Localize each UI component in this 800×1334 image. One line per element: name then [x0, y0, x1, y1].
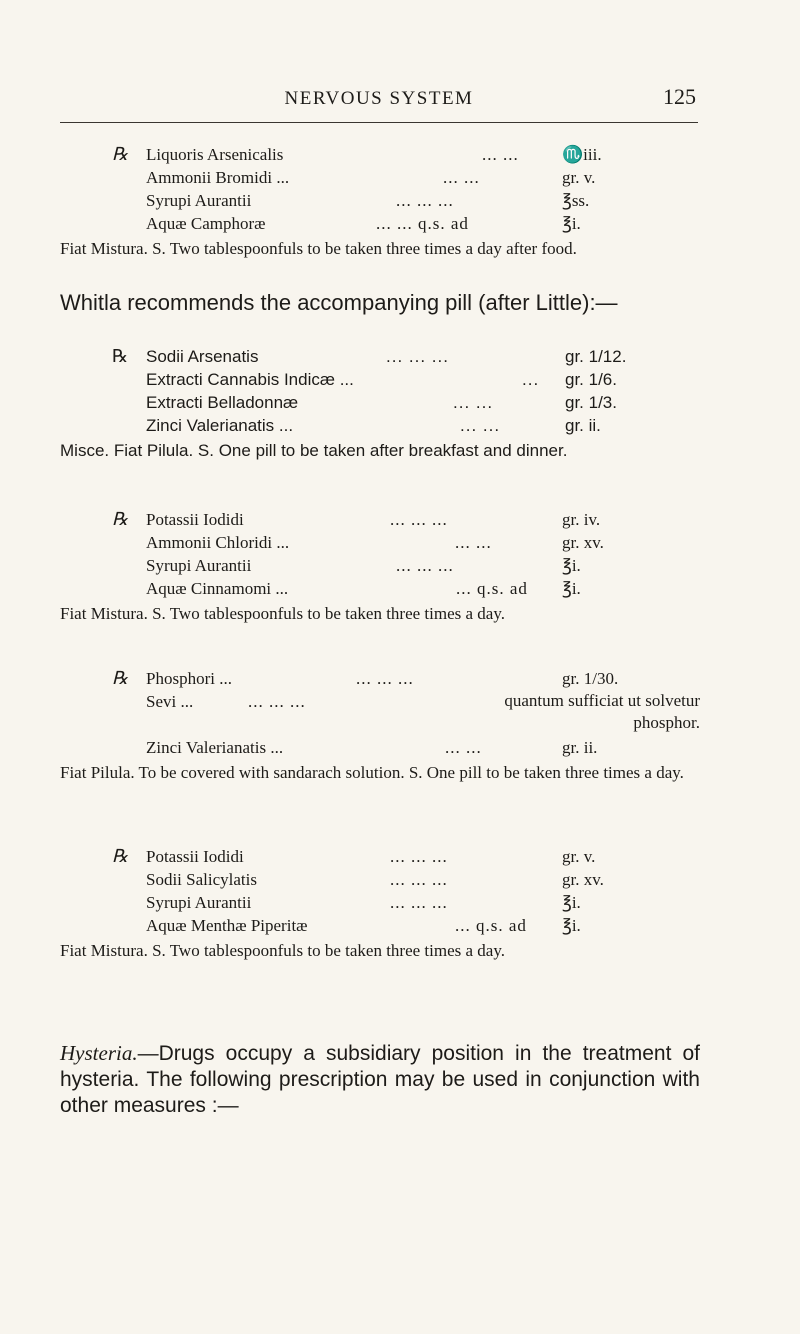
leader-dots: ... ... ... [390, 893, 448, 912]
ingredient-row [60, 868, 700, 891]
leader-dots: ... ... ... [396, 191, 454, 210]
ingredient-name: Sodii Arsenatis [146, 347, 259, 366]
prescription-5 [60, 845, 700, 962]
ingredient-dose: gr. v. [562, 168, 596, 187]
recipe-symbol: ℞ [112, 509, 129, 529]
ingredient-dose: gr. ii. [562, 738, 598, 757]
ingredient-row [60, 554, 700, 577]
leader-dots: ... ... [445, 738, 482, 757]
ingredient-dose: ♏iii. [562, 145, 602, 164]
ingredient-row [60, 189, 700, 212]
ingredient-name: Aquæ Menthæ Piperitæ [146, 916, 308, 935]
ingredient-name: Sevi ... [146, 692, 194, 711]
prescription-directions: Fiat Mistura. S. Two tablespoonfuls to be taken three times a day after food. [60, 239, 577, 258]
ingredient-row [60, 845, 700, 868]
ingredient-dose: ℥i. [562, 579, 581, 598]
leader-dots: ... [522, 370, 540, 389]
leader-dots: ... ... [443, 168, 480, 187]
leader-dots: ... ... ... [386, 347, 449, 366]
leader-dots: ... q.s. ad [455, 916, 527, 935]
page-header [60, 82, 698, 123]
ingredient-row [60, 690, 700, 736]
ingredient-name: Syrupi Aurantii [146, 893, 252, 912]
ingredient-name: Potassii Iodidi [146, 510, 244, 529]
prescription-directions: Fiat Mistura. S. Two tablespoonfuls to be taken three times a day. [60, 941, 505, 960]
leader-dots: ... ... [453, 393, 494, 412]
ingredient-row [60, 508, 700, 531]
recipe-symbol: ℞ [112, 668, 129, 688]
ingredient-name: Ammonii Chloridi ... [146, 533, 290, 552]
ingredient-dose: ℥i. [562, 916, 581, 935]
prescription-2 [60, 345, 700, 462]
leader-dots: ... ... [460, 416, 501, 435]
ingredient-dose: gr. 1/3. [565, 393, 617, 412]
ingredient-dose: gr. xv. [562, 533, 604, 552]
recipe-symbol: ℞ [112, 144, 129, 164]
prescription-directions: Misce. Fiat Pilula. S. One pill to be taken after breakfast and dinner. [60, 441, 568, 460]
ingredient-dose: gr. 1/12. [565, 347, 627, 366]
ingredient-name: Aquæ Cinnamomi ... [146, 579, 289, 598]
ingredient-name: Extracti Belladonnæ [146, 393, 299, 412]
ingredient-row [60, 166, 700, 189]
ingredient-dose: gr. xv. [562, 870, 604, 889]
ingredient-row [60, 577, 700, 600]
ingredient-name: Potassii Iodidi [146, 847, 244, 866]
ingredient-row [60, 531, 700, 554]
ingredient-dose: gr. iv. [562, 510, 601, 529]
ingredient-row [60, 368, 700, 391]
ingredient-name: Zinci Valerianatis ... [146, 416, 294, 435]
ingredient-row [60, 736, 700, 759]
ingredient-row [60, 891, 700, 914]
ingredient-name: Liquoris Arsenicalis [146, 145, 284, 164]
hysteria-heading: Hysteria. [60, 1041, 138, 1065]
leader-dots: ... ... ... [390, 870, 448, 889]
ingredient-name: Zinci Valerianatis ... [146, 738, 284, 757]
ingredient-dose: ℥ss. [562, 191, 590, 210]
ingredient-row [60, 391, 700, 414]
leader-dots: ... ... q.s. ad [376, 214, 469, 233]
ingredient-row [60, 212, 700, 235]
ingredient-row [60, 143, 700, 166]
ingredient-row [60, 914, 700, 937]
ingredient-row [60, 414, 700, 437]
ingredient-name: Extracti Cannabis Indicæ ... [146, 370, 354, 389]
leader-dots: ... ... ... [390, 847, 448, 866]
page-number: 125 [663, 84, 696, 109]
recipe-symbol: ℞ [112, 846, 129, 866]
leader-dots: ... ... ... [396, 556, 454, 575]
leader-dots: ... ... [455, 533, 492, 552]
prescription-directions: Fiat Pilula. To be covered with sandarach solution. S. One pill to be taken three times a day. [60, 763, 684, 782]
ingredient-dose: ℥i. [562, 556, 581, 575]
ingredient-dose: quantum sufficiat ut solvetur phosphor. [504, 691, 700, 732]
hysteria-paragraph [60, 1040, 700, 1119]
leader-dots: ... ... [482, 145, 519, 164]
hysteria-text: —Drugs occupy a subsidiary position in the treatment of hysteria. The following prescription may be used in conjunction with other measures :— [60, 1042, 700, 1117]
ingredient-dose: gr. v. [562, 847, 596, 866]
ingredient-dose: ℥i. [562, 893, 581, 912]
leader-dots: ... ... ... [248, 692, 306, 711]
ingredient-row [60, 667, 700, 690]
recipe-symbol: ℞ [112, 346, 129, 366]
leader-dots: ... ... ... [356, 669, 414, 688]
prescription-1 [60, 143, 700, 260]
ingredient-dose: gr. 1/6. [565, 370, 617, 389]
ingredient-dose: gr. 1/30. [562, 669, 619, 688]
prescription-directions: Fiat Mistura. S. Two tablespoonfuls to be taken three times a day. [60, 604, 505, 623]
ingredient-dose: ℥i. [562, 214, 581, 233]
ingredient-name: Ammonii Bromidi ... [146, 168, 290, 187]
ingredient-name: Syrupi Aurantii [146, 556, 252, 575]
leader-dots: ... q.s. ad [456, 579, 528, 598]
intro-paragraph: Whitla recommends the accompanying pill (after Little):— [60, 290, 618, 315]
ingredient-name: Sodii Salicylatis [146, 870, 257, 889]
ingredient-row [60, 345, 700, 368]
ingredient-dose: gr. ii. [565, 416, 601, 435]
ingredient-name: Phosphori ... [146, 669, 232, 688]
ingredient-name: Aquæ Camphoræ [146, 214, 266, 233]
leader-dots: ... ... ... [390, 510, 448, 529]
ingredient-name: Syrupi Aurantii [146, 191, 252, 210]
prescription-4 [60, 667, 700, 784]
running-title: NERVOUS SYSTEM [284, 88, 474, 109]
prescription-3 [60, 508, 700, 625]
